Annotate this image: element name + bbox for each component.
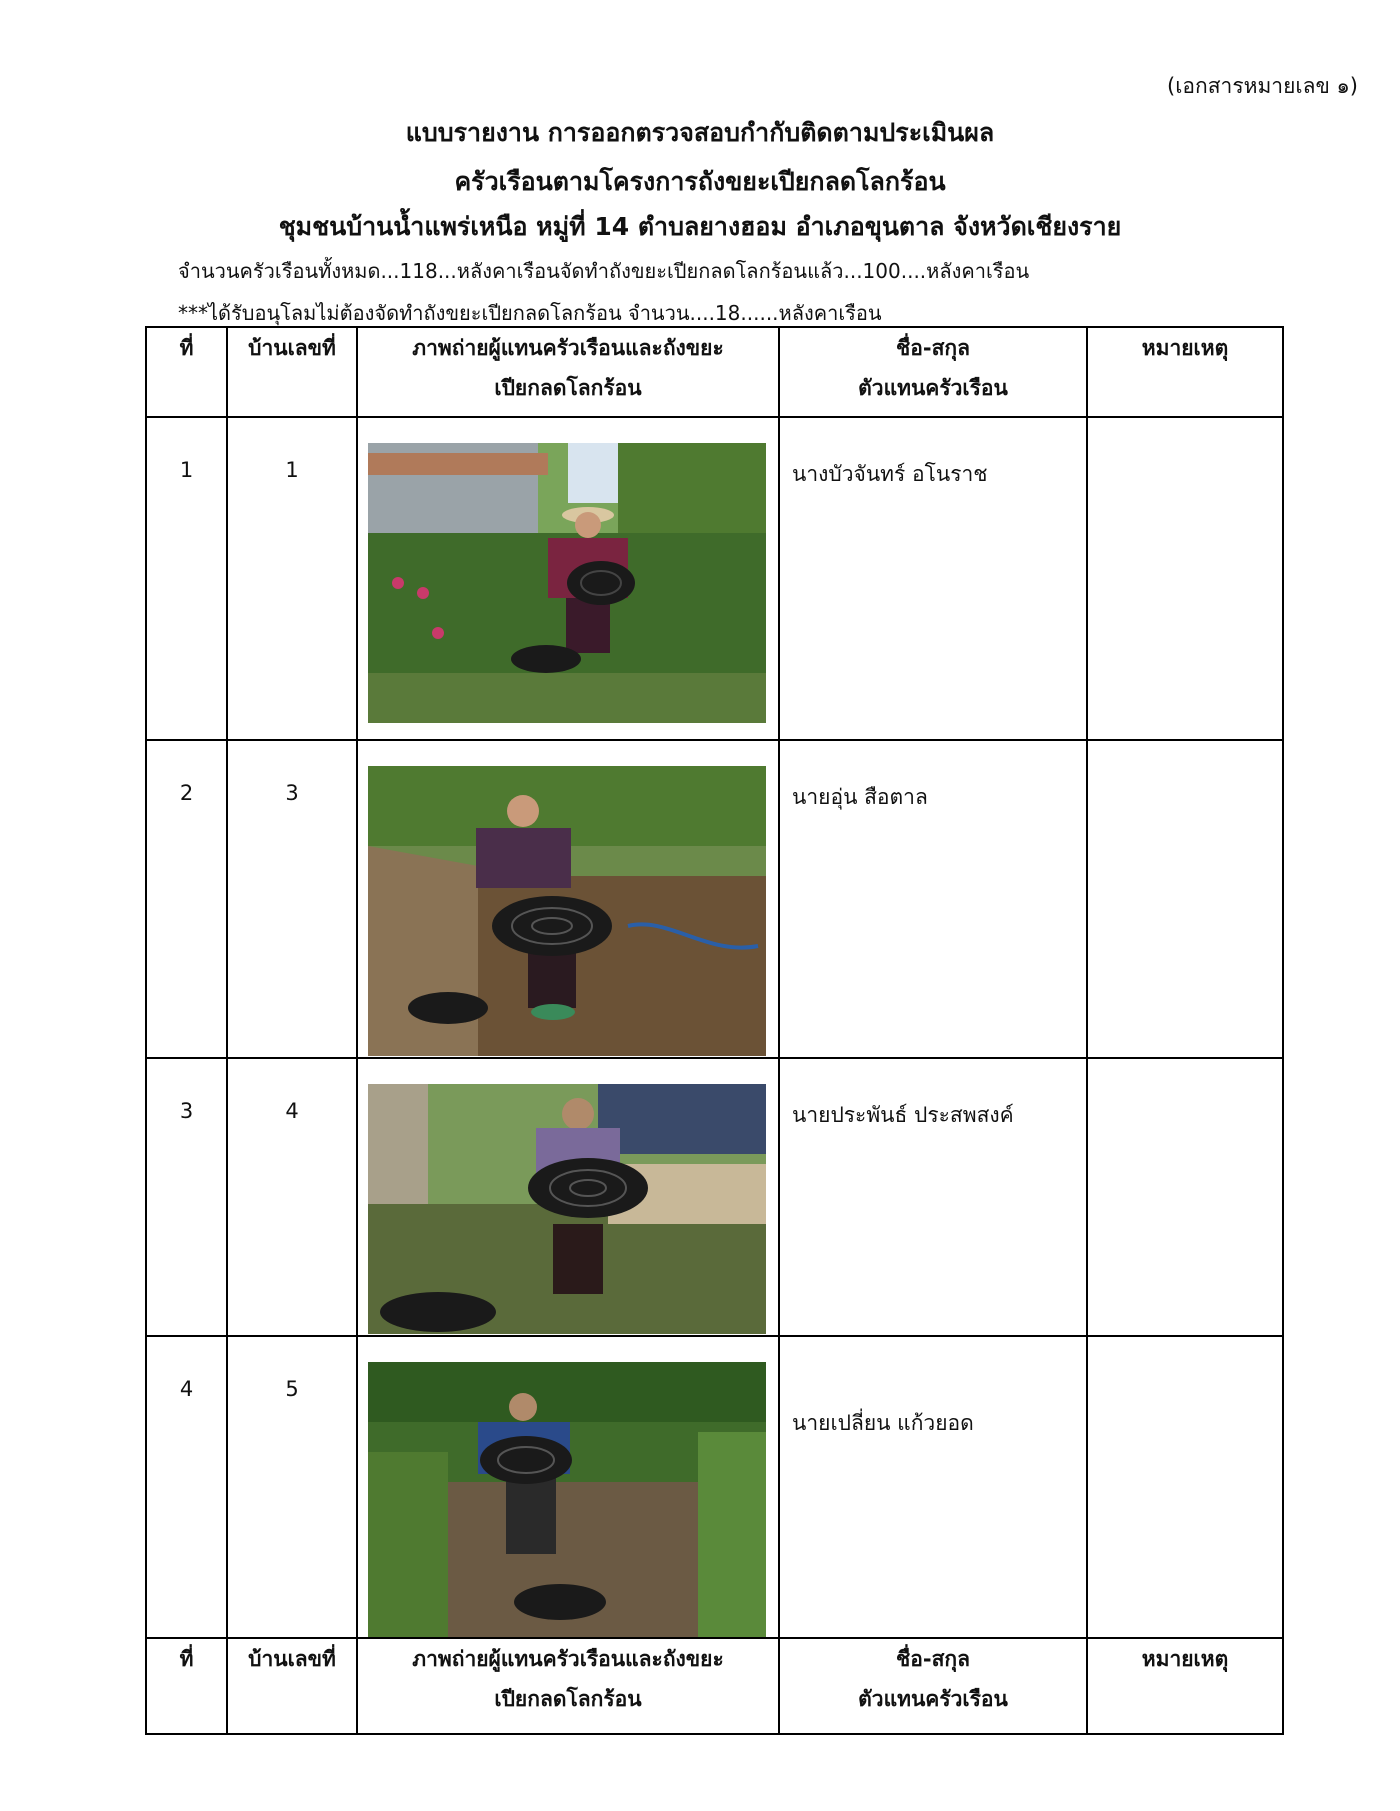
header-name [779,327,1087,417]
row-house-no: 3 [227,740,357,1058]
header-remark: หมายเหตุ [1087,327,1283,417]
row-photo [357,417,779,740]
row-remark [1087,1058,1283,1336]
table-row [146,740,1283,1058]
row-remark [1087,1336,1283,1638]
header-name [779,1638,1087,1734]
exemption-line: ***ได้รับอนุโลมไม่ต้องจัดทำถังขยะเปียกลดโลกร้อน จำนวน....18......หลังคาเรือน [178,301,882,325]
row-remark [1087,740,1283,1058]
table-row [146,1058,1283,1336]
header-no: ที่ [146,1638,227,1734]
row-house-no: 5 [227,1336,357,1638]
row-photo [357,1336,779,1638]
header-name-line2: ตัวแทนครัวเรือน [858,1687,1008,1711]
report-table [145,326,1284,1735]
header-name-line1: ชื่อ-สกุล [896,1647,970,1671]
row-name: นายเปลี่ยน แก้วยอด [779,1336,1087,1638]
row-remark [1087,417,1283,740]
row-photo [357,740,779,1058]
header-house-no: บ้านเลขที่ [227,327,357,417]
report-title: แบบรายงาน การออกตรวจสอบกำกับติดตามประเมินผล [405,118,995,147]
household-photo [368,1084,766,1334]
header-name-line2: ตัวแทนครัวเรือน [858,376,1008,400]
row-house-no: 4 [227,1058,357,1336]
row-house-no: 1 [227,417,357,740]
row-no: 4 [146,1336,227,1638]
project-title: ครัวเรือนตามโครงการถังขยะเปียกลดโลกร้อน [454,167,946,196]
document-reference: (เอกสารหมายเลข ๑) [1167,74,1358,98]
row-name: นายอุ่น สือตาล [779,740,1087,1058]
header-no: ที่ [146,327,227,417]
community-title: ชุมชนบ้านน้ำแพร่เหนือ หมู่ที่ 14 ตำบลยางฮอม อำเภอขุนตาล จังหวัดเชียงราย [278,212,1122,241]
household-photo [368,1362,766,1637]
header-house-no: บ้านเลขที่ [227,1638,357,1734]
table-row [146,417,1283,740]
header-photo-line1: ภาพถ่ายผู้แทนครัวเรือนและถังขยะ [412,1647,724,1671]
row-no: 2 [146,740,227,1058]
row-name: นายประพันธ์ ประสพสงค์ [779,1058,1087,1336]
row-no: 3 [146,1058,227,1336]
household-photo [368,766,766,1056]
household-photo [368,443,766,723]
row-name: นางบัวจันทร์ อโนราช [779,417,1087,740]
table-header [146,327,1283,417]
table-footer-header [146,1638,1283,1734]
header-name-line1: ชื่อ-สกุล [896,336,970,360]
header-photo [357,327,779,417]
row-photo [357,1058,779,1336]
header-photo [357,1638,779,1734]
header-remark: หมายเหตุ [1087,1638,1283,1734]
table-row [146,1336,1283,1638]
household-count-line: จำนวนครัวเรือนทั้งหมด...118...หลังคาเรือนจัดทำถังขยะเปียกลดโลกร้อนแล้ว...100....หลังคาเรือน [178,259,1030,283]
header-photo-line2: เปียกลดโลกร้อน [494,376,642,400]
header-photo-line2: เปียกลดโลกร้อน [494,1687,642,1711]
header-photo-line1: ภาพถ่ายผู้แทนครัวเรือนและถังขยะ [412,336,724,360]
row-no: 1 [146,417,227,740]
